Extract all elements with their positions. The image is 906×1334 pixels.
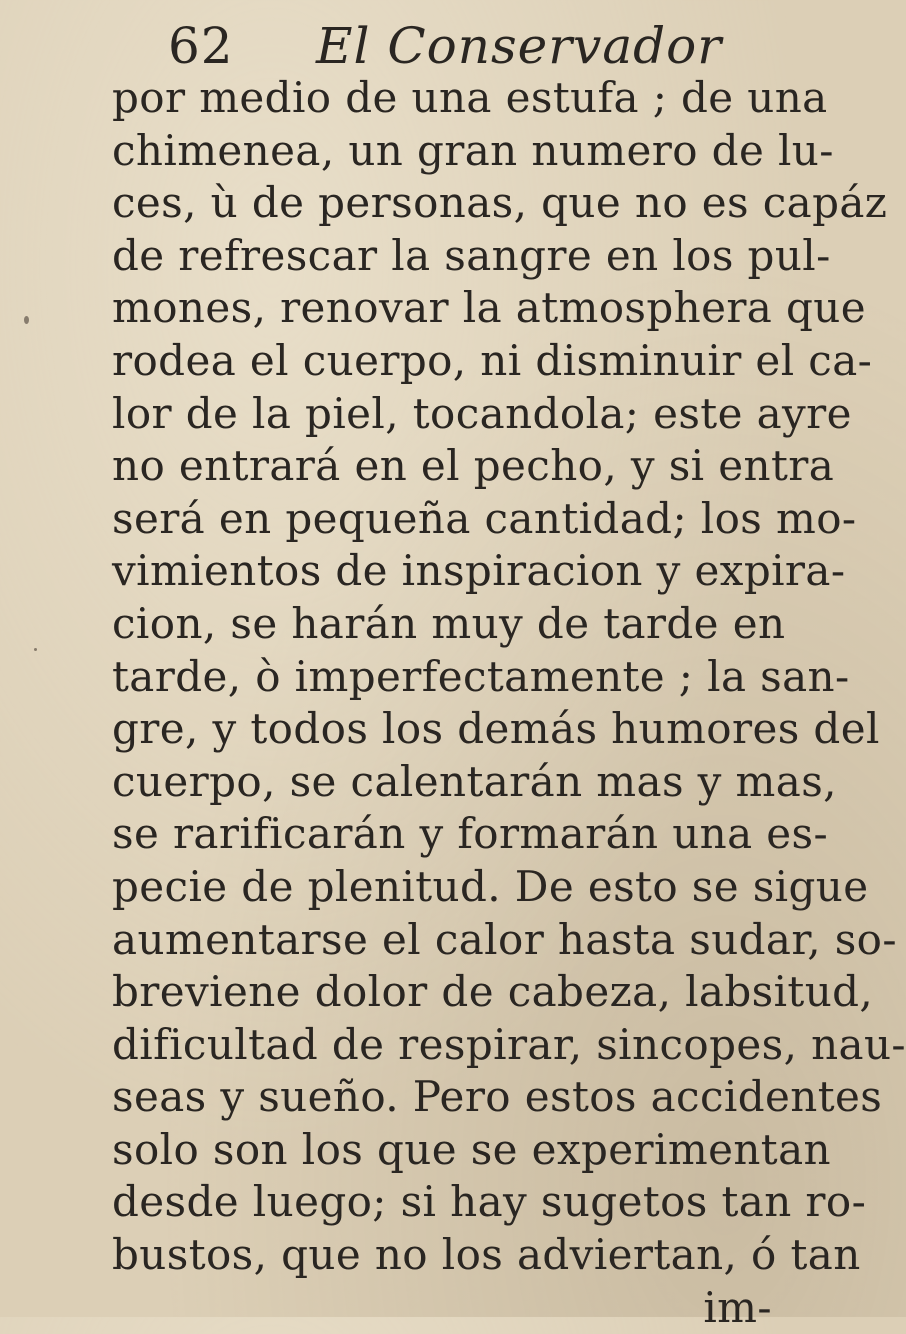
running-title: El Conservador	[316, 17, 723, 75]
text-line: aumentarse el calor hasta sudar, so-	[112, 914, 897, 964]
text-line: cion, se harán muy de tarde en	[112, 598, 786, 648]
text-line: desde luego; si hay sugetos tan ro-	[112, 1177, 867, 1227]
text-line: tarde, ò imperfectamente ; la san-	[112, 651, 850, 701]
body-text	[112, 72, 906, 1334]
paper-speck	[24, 316, 29, 324]
text-line: por medio de una estufa ; de una	[112, 73, 828, 122]
text-line: rodea el cuerpo, ni disminuir el ca-	[112, 335, 873, 385]
page-number: 62	[168, 17, 234, 75]
paper-speck	[34, 648, 37, 651]
text-line: seas y sueño. Pero estos accidentes	[112, 1072, 883, 1122]
text-line: gre, y todos los demás humores del	[112, 704, 880, 754]
catchword: im-	[703, 1282, 772, 1332]
text-line: solo son los que se experimentan	[112, 1124, 831, 1174]
text-line: no entrará en el pecho, y si entra	[112, 441, 835, 491]
text-line: pecie de plenitud. De esto se sigue	[112, 861, 869, 911]
text-line: vimientos de inspiracion y expira-	[112, 546, 846, 596]
text-line: mones, renovar la atmosphera que	[112, 283, 866, 333]
text-line: será en pequeña cantidad; los mo-	[112, 493, 857, 543]
text-line: bustos, que no los adviertan, ó tan	[112, 1230, 861, 1280]
text-line: cuerpo, se calentarán mas y mas,	[112, 756, 837, 806]
text-line: de refrescar la sangre en los pul-	[112, 230, 831, 280]
text-line: lor de la piel, tocandola; este ayre	[112, 388, 852, 438]
text-line: chimenea, un gran numero de lu-	[112, 125, 834, 175]
page-header	[0, 12, 800, 75]
text-line: breviene dolor de cabeza, labsitud,	[112, 967, 874, 1017]
text-line: dificultad de respirar, sincopes, nau-	[112, 1019, 906, 1069]
text-line: ces, ù de personas, que no es capáz	[112, 178, 888, 228]
text-line: se rarificarán y formarán una es-	[112, 809, 829, 859]
